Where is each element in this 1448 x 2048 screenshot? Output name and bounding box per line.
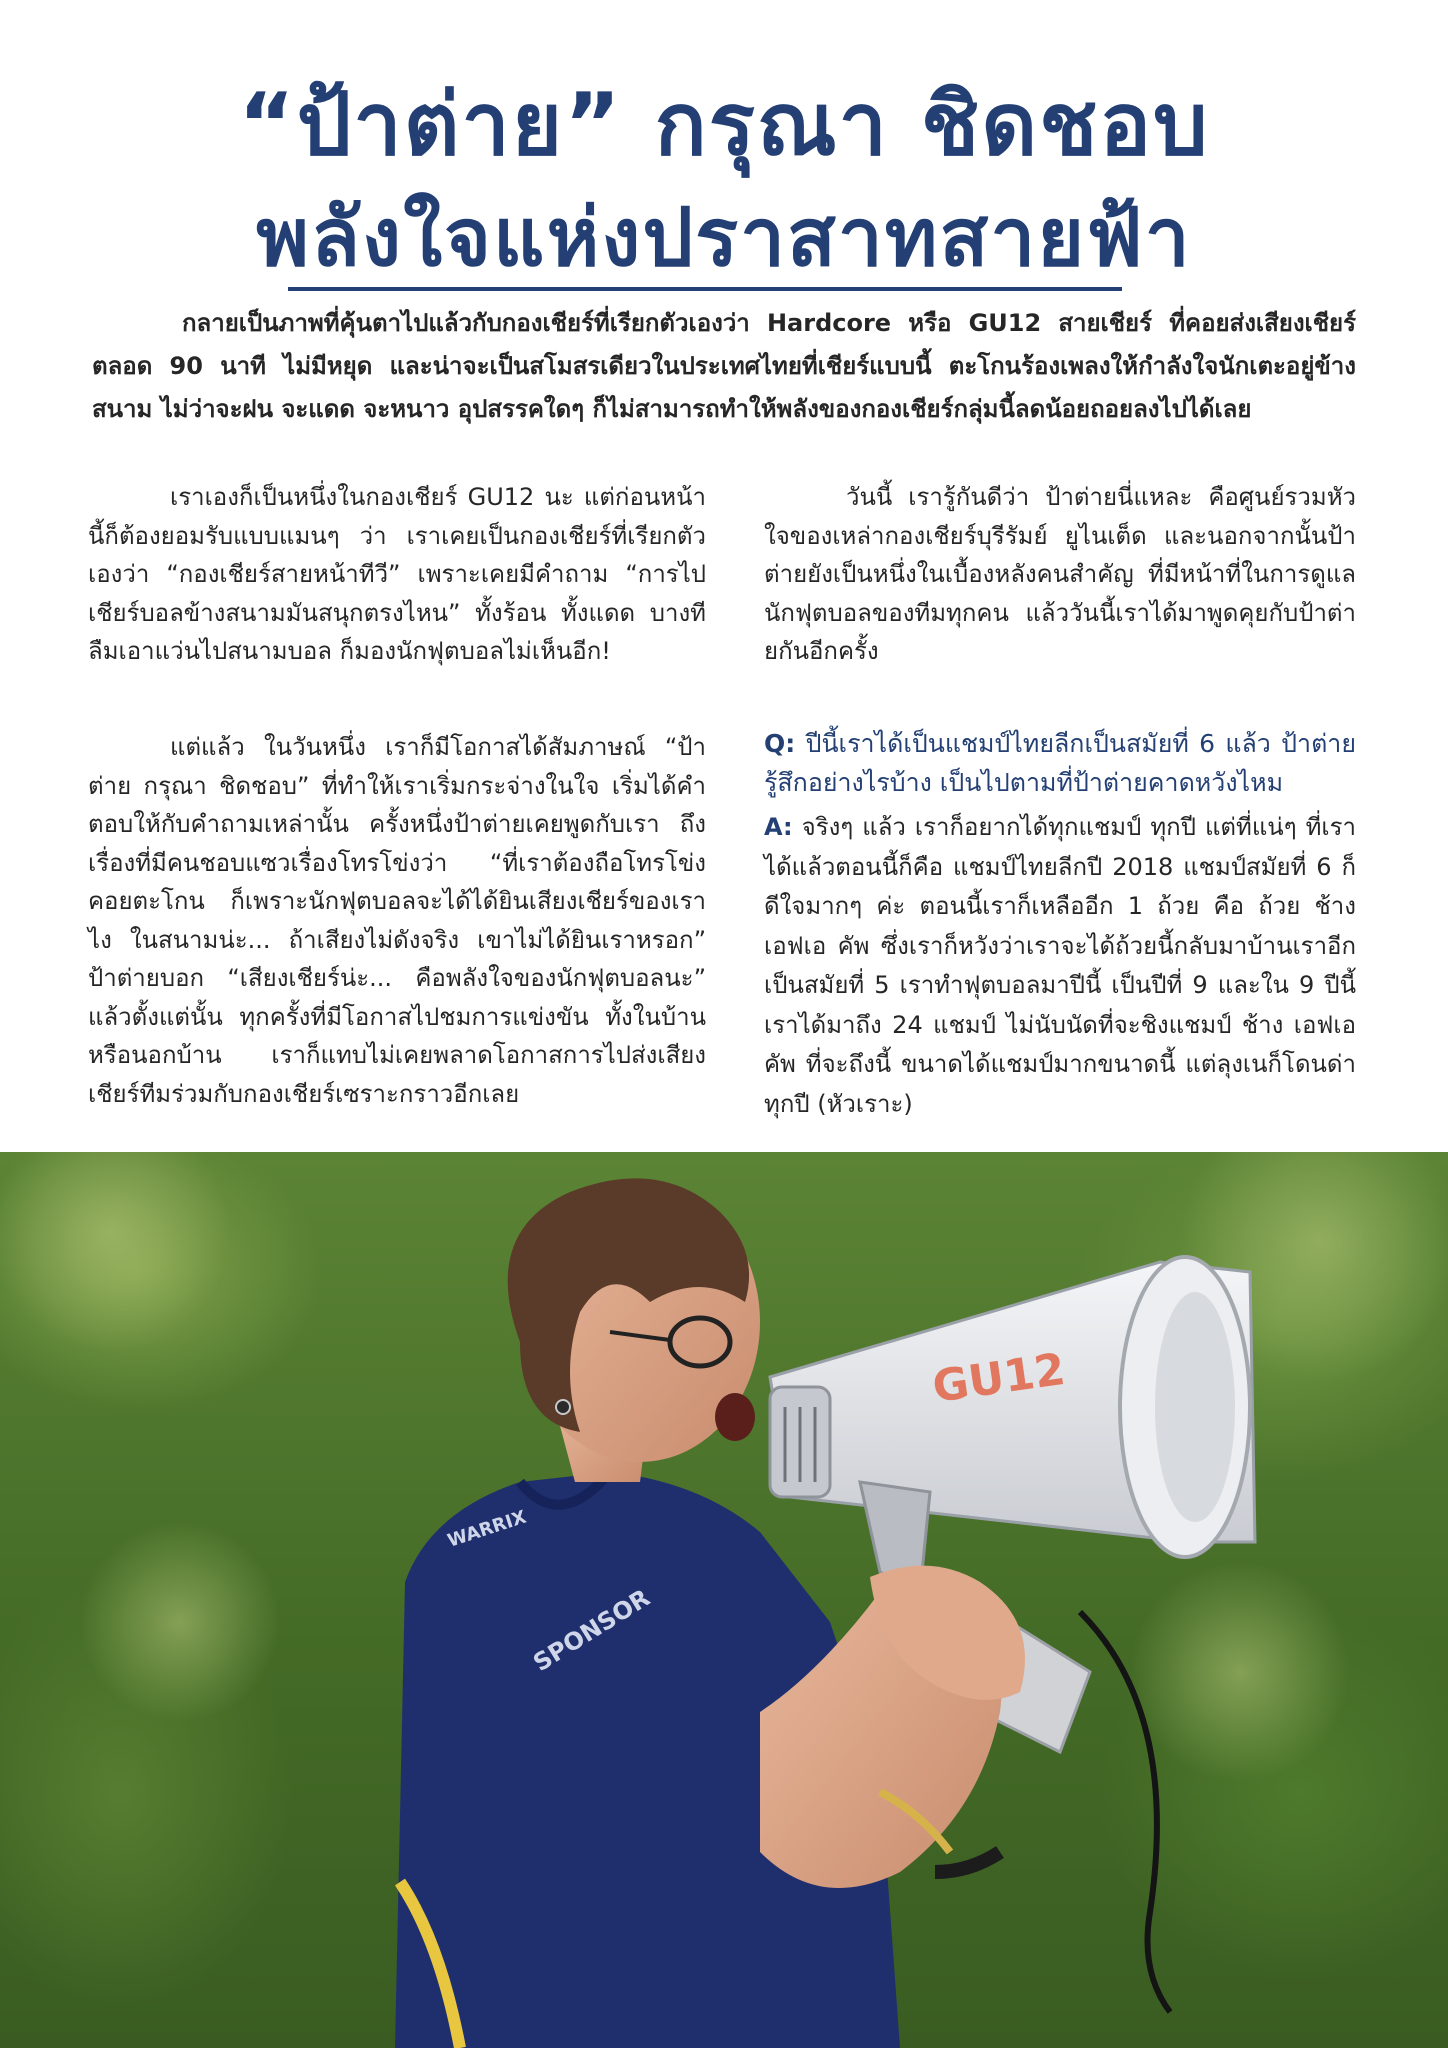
megaphone-logo: GU12 [929,1343,1069,1413]
question-text: ปีนี้เราได้เป็นแชมป์ไทยลีกเป็นสมัยที่ 6 แล้ว ป้าต่ายรู้สึกอย่างไรบ้าง เป็นไปตามที่ป้าต่ายคาดหวังไหม [764,729,1356,797]
headline-line-1: “ป้าต่าย” กรุณา ชิดชอบ [238,75,1210,175]
bokeh-light [80,1522,280,1722]
watch-band [935,1852,1000,1872]
megaphone-bell-inner [1155,1292,1235,1522]
earring [556,1400,570,1414]
interview-answer [764,808,1356,1124]
answer-text: จริงๆ แล้ว เราก็อยากได้ทุกแชมป์ ทุกปี แต่ที่แน่ๆ ที่เราได้แล้วตอนนี้ก็คือ แชมป์ไทยลีกปี 2018 แชมป์สมัยที่ 6 ก็ดีใจมากๆ ค่ะ ตอนนี้เราก็เหลืออีก 1 ถ้วย คือ ถ้วย ช้าง เอฟเอ คัพ ซึ่งเราก็หวังว่าเราจะได้ถ้วยนี้กลับมาบ้านเราอีกเป็นสมัยที่ 5 เราทำฟุตบอลมาปีนี้ เป็นปีที่ 9 และใน 9 ปีนี้ เราได้มาถึง 24 แชมป์ ไม่นับนัดที่จะชิงแชมป์ ช้าง เอฟเอ คัพ ที่จะถึงนี้ ขนาดได้แชมป์มากขนาดนี้ แต่ลุงเนก็โดนด่าทุกปี (หัวเราะ) [764,813,1357,1118]
right-paragraph-1: วันนี้ เรารู้กันดีว่า ป้าต่ายนี่แหละ คือศูนย์รวมหัวใจของเหล่ากองเชียร์บุรีรัมย์ ยูไนเต็ด และนอกจากนั้นป้าต่ายยังเป็นหนึ่งในเบื้องหลังคนสำคัญ ที่มีหน้าที่ในการดูแลนักฟุตบอลของทีมทุกคน แล้ววันนี้เราได้มาพูดคุยกับป้าต่ายกันอีกครั้ง [764,483,1356,665]
left-paragraph-1: เราเองก็เป็นหนึ่งในกองเชียร์ GU12 นะ แต่ก่อนหน้านี้ก็ต้องยอมรับแบบแมนๆ ว่า เราเคยเป็นกองเชียร์ที่เรียกตัวเองว่า “กองเชียร์สายหน้าทีวี” เพราะเคยมีคำถาม “การไปเชียร์บอลข้างสนามมันสนุกตรงไหน” ทั้งร้อน ทั้งแดด บางทีลืมเอาแว่นไปสนามบอล ก็มองนักฟุตบอลไม่เห็นอีก! [88,483,706,665]
photo-illustration [0,1152,1448,2048]
bokeh-light [1130,1562,1350,1782]
headline-line-2: พลังใจแห่งปราสาทสายฟ้า [256,191,1192,284]
left-paragraph-2: แต่แล้ว ในวันหนึ่ง เราก็มีโอกาสได้สัมภาษณ์ “ป้าต่าย กรุณา ชิดชอบ” ที่ทำให้เราเริ่มกระจ่างในใจ เริ่มได้คำตอบให้กับคำถามเหล่านั้น ครั้งหนึ่งป้าต่ายเคยพูดกับเรา ถึงเรื่องที่มีคนชอบแซวเรื่องโทรโข่งว่า “ที่เราต้องถือโทรโข่งคอยตะโกน ก็เพราะนักฟุตบอลจะได้ได้ยินเสียงเชียร์ของเราไง ในสนามน่ะ... ถ้าเสียงไม่ดังจริง เขาไม่ได้ยินเราหรอก” ป้าต่ายบอก “เสียงเชียร์น่ะ... คือพลังใจของนักฟุตบอลนะ” แล้วตั้งแต่นั้น ทุกครั้งที่มีโอกาสไปชมการแข่งขัน ทั้งในบ้าน หรือนอกบ้าน เราก็แทบไม่เคยพลาดโอกาสการไปส่งเสียงเชียร์ทีมร่วมกับกองเชียร์เซราะกราวอีกเลย [88,733,706,1108]
open-mouth [715,1393,755,1441]
supporter-photo [0,1152,1448,2048]
answer-prefix: A: [764,813,793,841]
interview-question [764,724,1356,802]
bokeh-light [0,1152,230,1352]
sleeve-sponsor: SPONSOR [528,1583,655,1678]
jersey-brand: WARRIX [445,1506,529,1552]
question-prefix: Q: [764,729,796,758]
intro-paragraph: กลายเป็นภาพที่คุ้นตาไปแล้วกับกองเชียร์ที่เรียกตัวเองว่า Hardcore หรือ GU12 สายเชียร์ ที่คอยส่งเสียงเชียร์ ตลอด 90 นาที ไม่มีหยุด และน่าจะเป็นสโมสรเดียวในประเทศไทยที่เชียร์แบบนี้ ตะโกนร้องเพลงให้กำลังใจนักเตะอยู่ข้างสนาม ไม่ว่าจะฝน จะแดด จะหนาว อุปสรรคใดๆ ก็ไม่สามารถทำให้พลังของกองเชียร์กลุ่มนี้ลดน้อยถอยลงไปได้เลย [92,309,1356,423]
headline-underline [288,287,1122,291]
